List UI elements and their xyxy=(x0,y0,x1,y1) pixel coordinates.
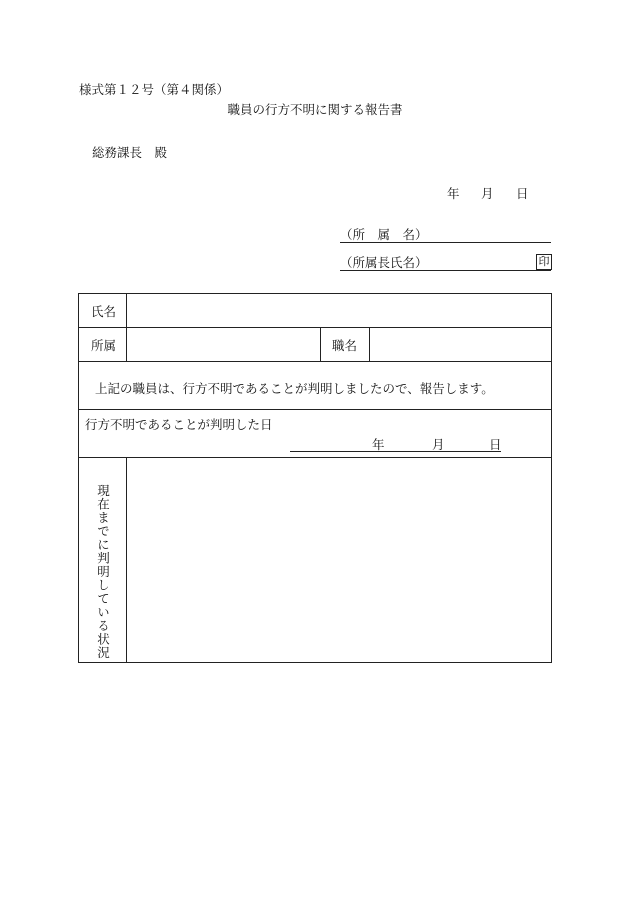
situation-label-cell xyxy=(79,460,126,662)
date-found-year: 年 xyxy=(372,437,385,452)
seal-mark: 印 xyxy=(536,254,552,270)
date-found-day: 日 xyxy=(489,437,502,452)
job-title-field[interactable] xyxy=(370,328,551,361)
report-form-table xyxy=(78,293,552,663)
column-divider xyxy=(320,327,321,361)
row-divider xyxy=(79,409,551,410)
name-label: 氏名 xyxy=(91,304,117,319)
date-header-day: 日 xyxy=(516,186,529,201)
job-title-label: 職名 xyxy=(332,338,358,353)
date-found-label: 行方不明であることが判明した日 xyxy=(85,417,273,432)
affiliation-name-line xyxy=(340,242,551,243)
head-name-label: （所属長氏名） xyxy=(340,255,428,270)
row-divider xyxy=(79,361,551,362)
report-statement: 上記の職員は、行方不明であることが判明しましたので、報告します。 xyxy=(95,381,494,396)
date-found-line xyxy=(290,451,501,452)
affiliation-label: 所属 xyxy=(91,338,117,353)
date-header-year: 年 xyxy=(447,186,460,201)
name-field[interactable] xyxy=(127,294,551,327)
situation-label: 現在までに判明している状況 xyxy=(95,484,111,660)
date-header-month: 月 xyxy=(481,186,494,201)
addressee: 総務課長 殿 xyxy=(92,145,168,160)
form-number: 様式第１２号（第４関係） xyxy=(79,82,230,97)
head-name-line xyxy=(340,270,551,271)
affiliation-name-label: （所 属 名） xyxy=(340,227,428,242)
date-found-month: 月 xyxy=(432,437,445,452)
document-title: 職員の行方不明に関する報告書 xyxy=(227,102,403,117)
situation-field[interactable] xyxy=(127,458,551,662)
affiliation-field[interactable] xyxy=(127,328,319,361)
